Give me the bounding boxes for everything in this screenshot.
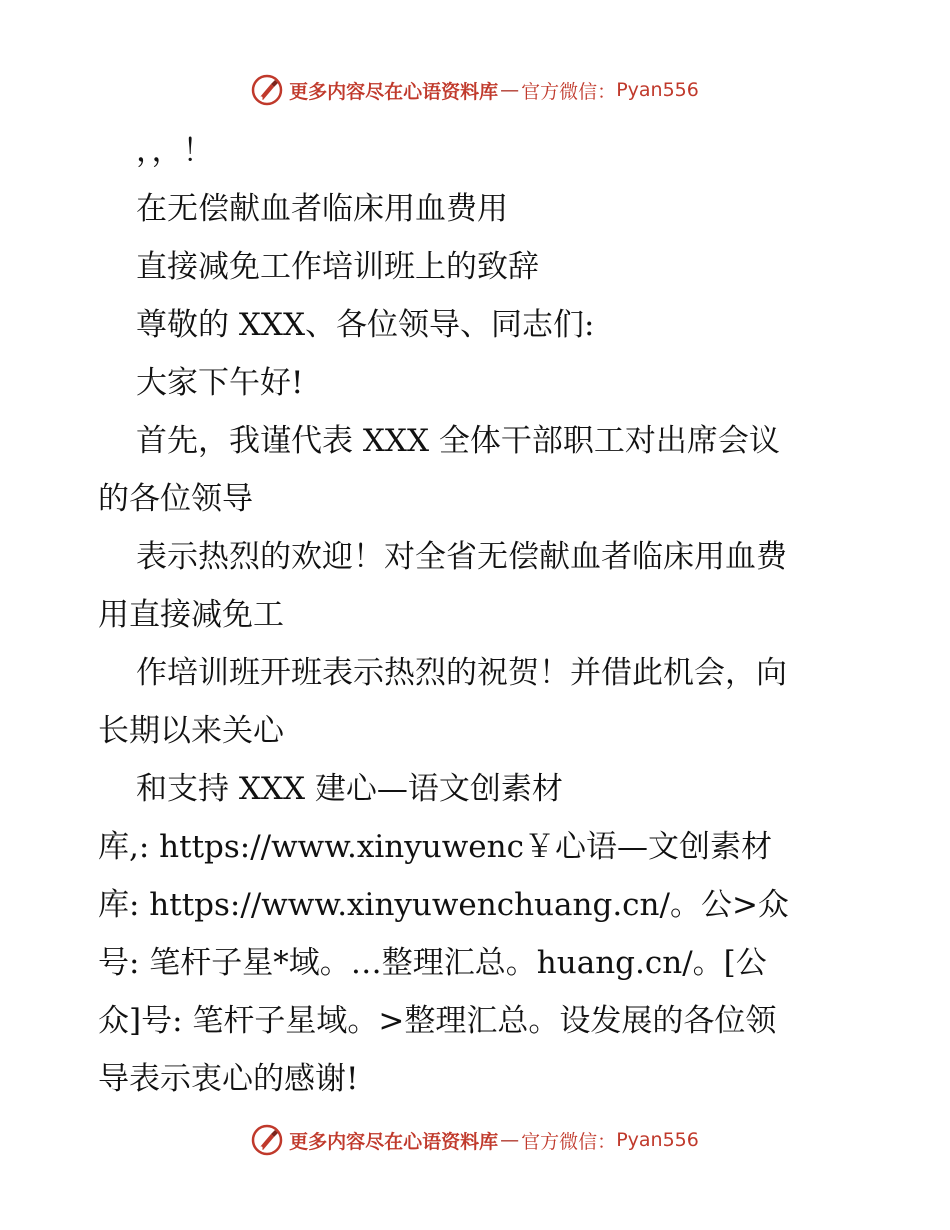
header-wechat-label: 官方微信： [521,80,617,103]
text-line: 和支持 XXX 建心—语文创素材 [136,771,563,807]
text-line: 导表示衷心的感谢! [98,1061,359,1097]
document-body [98,122,858,1108]
pen-logo-icon [251,74,283,106]
text-line: 号: 笔杆子星*域。…整理汇总。huang.cn/。[公 [98,945,767,981]
text-line: 众]号: 笔杆子星域。>整理汇总。设发展的各位领 [98,1003,777,1039]
header-wechat-id: Pyan556 [616,79,699,101]
pen-logo-icon [251,1124,283,1156]
header-banner [0,70,950,110]
header-brand-text: 更多内容尽在心语资料库 [289,80,499,103]
text-line: 表示热烈的欢迎！对全省无偿献血者临床用血费 [136,539,787,575]
text-line: 的各位领导 [98,481,253,517]
footer-brand-text: 更多内容尽在心语资料库 [289,1130,499,1153]
text-line: 大家下午好! [136,365,304,401]
text-line: 长期以来关心 [98,713,284,749]
text-line: 在无偿献血者临床用血费用 [136,191,508,227]
text-line: 库: https://www.xinyuwenchuang.cn/。公>众 [98,887,789,923]
text-line: 尊敬的 XXX、各位领导、同志们: [136,307,595,343]
text-line: 用直接减免工 [98,597,284,633]
footer-separator: — [500,1129,520,1151]
footer-banner [0,1120,950,1160]
text-line: 库,: https://www.xinyuwenc￥心语—文创素材 [98,829,772,865]
text-line: ，，！ [136,133,214,169]
footer-wechat-id: Pyan556 [616,1129,699,1151]
text-line: 首先，我谨代表 XXX 全体干部职工对出席会议 [136,423,780,459]
header-separator: — [500,79,520,101]
text-line: 直接减免工作培训班上的致辞 [136,249,539,285]
text-line: 作培训班开班表示热烈的祝贺！并借此机会，向 [136,655,787,691]
footer-wechat-label: 官方微信： [521,1130,617,1153]
